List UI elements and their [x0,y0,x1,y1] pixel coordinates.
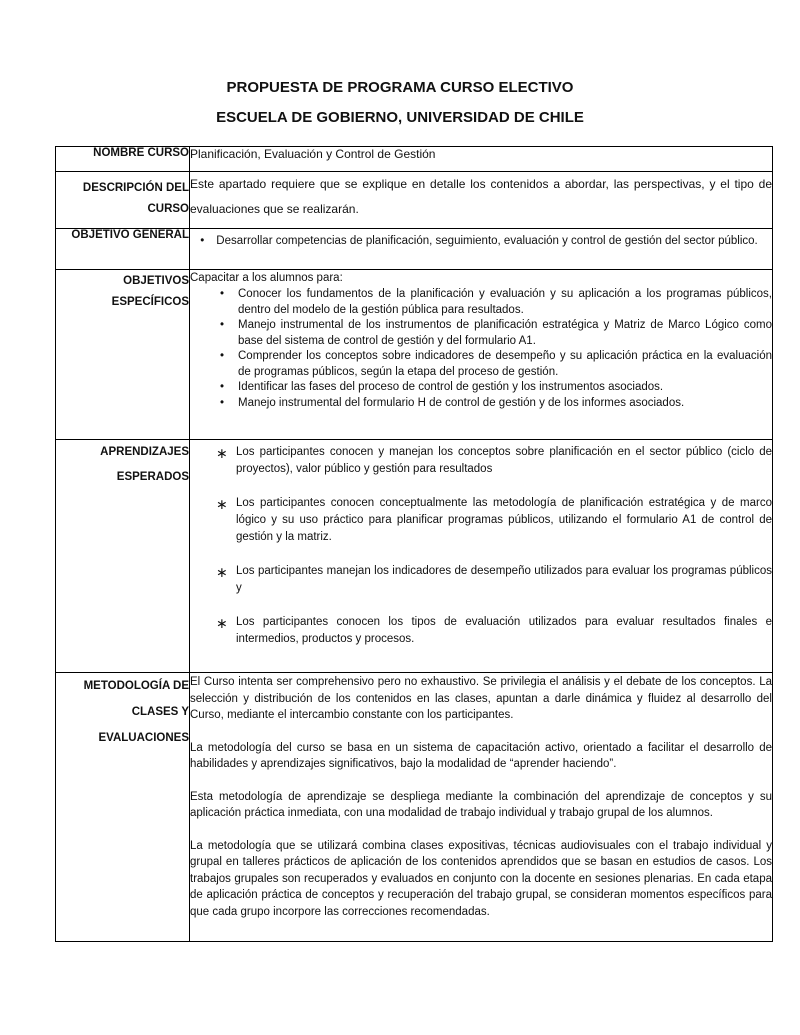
label-objetivo-general: OBJETIVO GENERAL [56,229,190,270]
label-especificos-line2: ESPECÍFICOS [111,296,189,308]
especificos-list [190,287,772,411]
label-nombre-curso: NOMBRE CURSO [56,147,190,172]
list-item: ∗ Los participantes conocen y manejan los conceptos sobre planificación en el sector público (ciclo de proyectos), valor público y gestión para resultados [216,445,772,475]
list-item: ∗ Los participantes conocen conceptualmente las metodología de planificación estratégica y de marco lógico y su uso práctico para planificar programas públicos, utilizando el formulario A1 de control de gestión y la matriz. [216,496,772,543]
asterisk-icon: ∗ [216,615,228,631]
document-subtitle: ESCUELA DE GOBIERNO, UNIVERSIDAD DE CHILE [216,109,584,126]
list-item: • Conocer los fundamentos de la planificación y evaluación y su aplicación a los programas públicos, dentro del modelo de la gestión pública para resultados. [220,288,772,316]
row-descripcion [56,172,773,229]
metodologia-paragraph: El Curso intenta ser comprehensivo pero no exhaustivo. Se privilegia el análisis y el debate de los conceptos. La selección y distribución de los contenidos en las clases, apuntan a darle dinámica y fluidez al desarrollo del Curso, mediante el intercambio constante con los participantes. [190,676,772,721]
label-objetivos-especificos [56,270,190,440]
row-objetivos-especificos [56,270,773,440]
row-nombre-curso [56,147,773,172]
bullet-icon: • [220,319,225,331]
bullet-icon: • [220,288,225,300]
label-metodologia-line2: CLASES Y [131,706,189,718]
bullet-icon: • [220,350,225,362]
value-nombre-curso: Planificación, Evaluación y Control de Gestión [190,147,773,172]
metodologia-paragraph: La metodología del curso se basa en un sistema de capacitación activo, orientado a facilitar el desarrollo de habilidades y aprendizajes significativos, bajo la modalidad de “aprender haciendo”. [190,741,772,770]
label-metodologia [56,673,190,942]
label-descripcion-line2: CURSO [147,203,189,215]
program-table [55,146,773,942]
label-aprendizajes [56,440,190,673]
metodologia-paragraph: La metodología que se utilizará combina clases expositivas, técnicas audiovisuales con el trabajo individual y grupal en talleres prácticos de aplicación de los contenidos aprendidos que se basan en estudios de casos. Los trabajos grupales son recuperados y evaluados en conjunto con la docente en sesiones plenarias. En cada etapa de aplicación práctica de conceptos y recuperación del trabajo grupal, se consideran momentos específicos para que cada grupo incorpore las correcciones recomendadas. [190,839,772,918]
bullet-icon: • [200,235,205,247]
value-aprendizajes [190,440,773,673]
label-metodologia-line1: METODOLOGÍA DE [83,680,189,692]
label-metodologia-line3: EVALUACIONES [98,732,189,744]
asterisk-icon: ∗ [216,564,228,580]
bullet-icon: • [220,396,225,409]
list-item: ∗ Los participantes manejan los indicadores de desempeño utilizados para evaluar los programas públicos y [216,564,772,594]
list-item: • Manejo instrumental del formulario H de control de gestión y de los informes asociados. [190,396,772,412]
bullet-icon: • [220,381,225,393]
label-especificos-line1: OBJETIVOS [123,275,189,287]
document-title: PROPUESTA DE PROGRAMA CURSO ELECTIVO [226,79,574,96]
value-metodologia [190,673,773,942]
row-metodologia [56,673,773,942]
label-descripcion [56,172,190,229]
row-aprendizajes-esperados [56,440,773,673]
list-item: ∗ Los participantes conocen los tipos de evaluación utilizados para evaluar resultados finales e intermedios, productos y procesos. [216,615,772,645]
value-objetivo-general [190,229,773,270]
label-aprendizajes-line2: ESPERADOS [116,471,189,483]
label-aprendizajes-line1: APRENDIZAJES [100,446,189,458]
list-item: • Manejo instrumental de los instrumentos de planificación estratégica y Matriz de Marco Lógico como base del sistema de control de gestión y del formulario A1. [220,319,772,347]
asterisk-icon: ∗ [216,445,228,461]
label-descripcion-line1: DESCRIPCIÓN DEL [82,182,189,194]
value-descripcion: Este apartado requiere que se explique en detalle los contenidos a abordar, las perspectivas, y el tipo de evaluaciones que se realizarán. [190,172,773,229]
value-objetivos-especificos [190,270,773,440]
list-item: • Identificar las fases del proceso de control de gestión y los instrumentos asociados. [190,380,772,396]
objetivo-general-text: Desarrollar competencias de planificación, seguimiento, evaluación y control de gestión del sector público. [216,235,758,247]
metodologia-paragraph: Esta metodología de aprendizaje se despliega mediante la combinación del aprendizaje de conceptos y su aplicación práctica inmediata, con una modalidad de trabajo individual y trabajo grupal de los alumnos. [190,790,772,819]
asterisk-icon: ∗ [216,496,228,512]
row-objetivo-general [56,229,773,270]
list-item: • Comprender los conceptos sobre indicadores de desempeño y su aplicación práctica en la evaluación de programas públicos, según la etapa del proceso de gestión. [220,350,772,378]
especificos-intro: Capacitar a los alumnos para: [190,272,343,284]
objetivo-general-item [190,229,772,250]
